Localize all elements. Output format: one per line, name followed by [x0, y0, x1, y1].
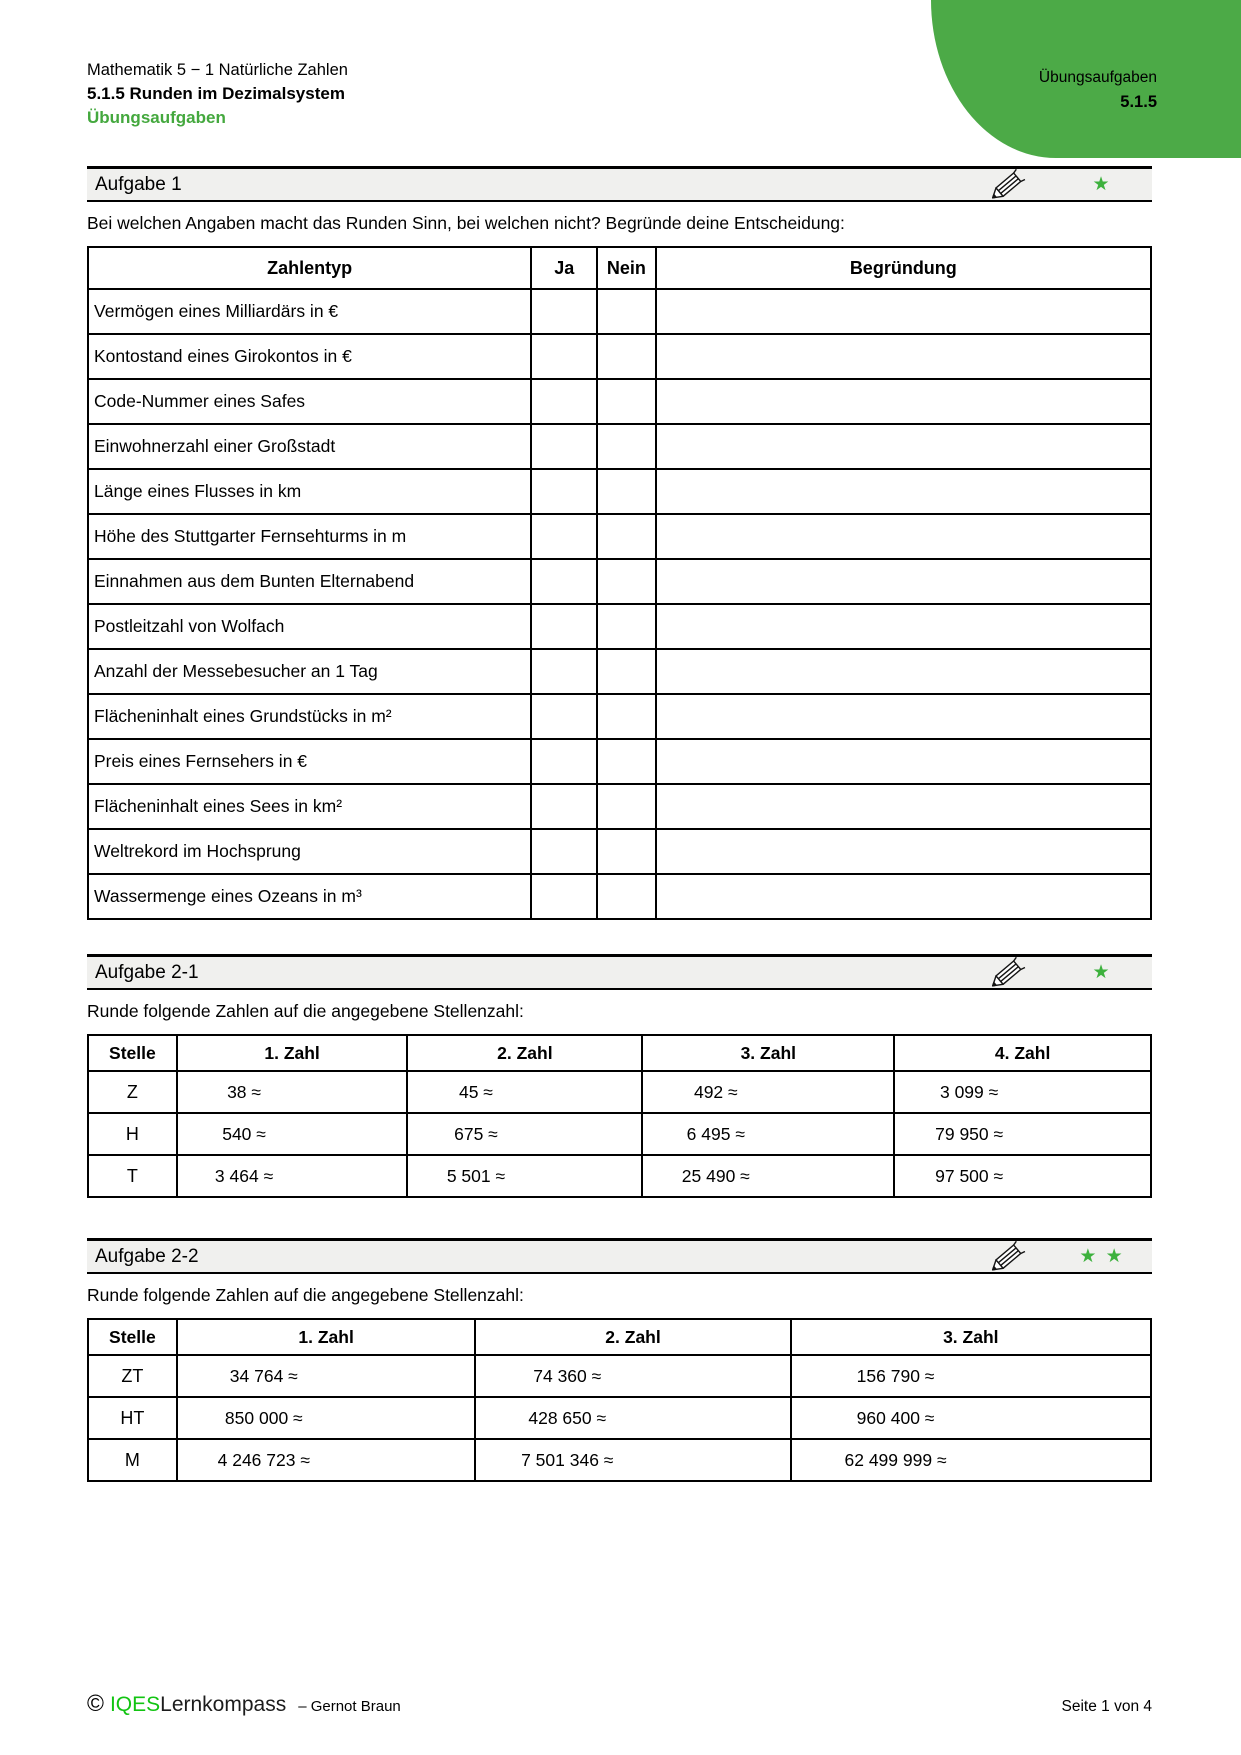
number-cell: 3 099 ≈: [894, 1071, 1151, 1113]
zahlentyp-cell: Flächeninhalt eines Sees in km²: [88, 784, 531, 829]
table-header-row: [88, 247, 1151, 289]
aufgabe2-1-table: [87, 1034, 1152, 1198]
stelle-cell: H: [88, 1113, 177, 1155]
ja-cell: [531, 289, 597, 334]
table-row: [88, 739, 1151, 784]
table-row: [88, 424, 1151, 469]
zahlentyp-cell: Vermögen eines Milliardärs in €: [88, 289, 531, 334]
number-cell: 79 950 ≈: [894, 1113, 1151, 1155]
number-cell: 38 ≈: [177, 1071, 408, 1113]
zahlentyp-cell: Länge eines Flusses in km: [88, 469, 531, 514]
page-content: [87, 0, 1152, 1482]
nein-cell: [597, 604, 655, 649]
number-cell: 34 764 ≈: [177, 1355, 476, 1397]
ja-cell: [531, 784, 597, 829]
col-header-zahl3: 3. Zahl: [791, 1319, 1151, 1355]
number-cell: 960 400 ≈: [791, 1397, 1151, 1439]
task-bar-aufgabe-1: [87, 166, 1152, 202]
col-header-stelle: Stelle: [88, 1035, 177, 1071]
table-row: [88, 1155, 1151, 1197]
doc-footer: [87, 1690, 1152, 1717]
col-header-zahl4: 4. Zahl: [894, 1035, 1151, 1071]
ja-cell: [531, 469, 597, 514]
number-cell: 45 ≈: [407, 1071, 642, 1113]
begruendung-cell: [656, 829, 1151, 874]
zahlentyp-cell: Preis eines Fernsehers in €: [88, 739, 531, 784]
nein-cell: [597, 874, 655, 919]
table-row: [88, 289, 1151, 334]
table-row: [88, 334, 1151, 379]
col-header-ja: Ja: [531, 247, 597, 289]
nein-cell: [597, 829, 655, 874]
aufgabe2-2-instruction: Runde folgende Zahlen auf die angegebene Stellenzahl:: [87, 1285, 524, 1305]
ja-cell: [531, 694, 597, 739]
begruendung-cell: [656, 334, 1151, 379]
number-cell: 62 499 999 ≈: [791, 1439, 1151, 1481]
stelle-cell: M: [88, 1439, 177, 1481]
nein-cell: [597, 424, 655, 469]
table-header-row: [88, 1319, 1151, 1355]
number-cell: 4 246 723 ≈: [177, 1439, 476, 1481]
corner-title: Übungsaufgaben: [1038, 69, 1157, 86]
table-row: [88, 874, 1151, 919]
doc-header: [87, 58, 1152, 130]
ja-cell: [531, 334, 597, 379]
number-cell: 428 650 ≈: [475, 1397, 790, 1439]
aufgabe1-instruction: Bei welchen Angaben macht das Runden Sinn, bei welchen nicht? Begründe deine Entscheidung:: [87, 213, 845, 233]
table-row: [88, 649, 1151, 694]
stelle-cell: ZT: [88, 1355, 177, 1397]
number-cell: 25 490 ≈: [642, 1155, 894, 1197]
col-header-zahl2: 2. Zahl: [407, 1035, 642, 1071]
begruendung-cell: [656, 424, 1151, 469]
table-row: [88, 829, 1151, 874]
table-row: [88, 1439, 1151, 1481]
task-bar-label: Aufgabe 2-2: [95, 1245, 199, 1267]
col-header-stelle: Stelle: [88, 1319, 177, 1355]
aufgabe2-2-table: [87, 1318, 1152, 1482]
ja-cell: [531, 874, 597, 919]
zahlentyp-cell: Flächeninhalt eines Grundstücks in m²: [88, 694, 531, 739]
nein-cell: [597, 649, 655, 694]
author-label: – Gernot Braun: [298, 1698, 401, 1715]
course-title: Mathematik 5 − 1 Natürliche Zahlen: [87, 61, 348, 79]
ja-cell: [531, 379, 597, 424]
zahlentyp-cell: Postleitzahl von Wolfach: [88, 604, 531, 649]
begruendung-cell: [656, 514, 1151, 559]
pencil-icon: [964, 168, 1052, 202]
corner-code: 5.1.5: [1120, 93, 1157, 112]
ja-cell: [531, 739, 597, 784]
aufgabe2-1-instruction: Runde folgende Zahlen auf die angegebene Stellenzahl:: [87, 1001, 524, 1021]
begruendung-cell: [656, 604, 1151, 649]
table-row: [88, 604, 1151, 649]
brand-iqes: IQES: [109, 1693, 161, 1716]
task-bar-label: Aufgabe 1: [95, 173, 182, 195]
iqes-logo: [87, 1690, 401, 1717]
col-header-zahl3: 3. Zahl: [642, 1035, 894, 1071]
task-bar-label: Aufgabe 2-1: [95, 961, 199, 983]
pencil-icon: [964, 956, 1052, 990]
number-cell: 7 501 346 ≈: [475, 1439, 790, 1481]
zahlentyp-cell: Anzahl der Messebesucher an 1 Tag: [88, 649, 531, 694]
copyright-icon: ©: [87, 1690, 104, 1716]
nein-cell: [597, 694, 655, 739]
number-cell: 492 ≈: [642, 1071, 894, 1113]
table-row: [88, 694, 1151, 739]
sheet-type-label: Übungsaufgaben: [87, 108, 226, 127]
table-row: [88, 514, 1151, 559]
difficulty-stars-icon: ★: [1092, 962, 1112, 983]
number-cell: 3 464 ≈: [177, 1155, 408, 1197]
stelle-cell: HT: [88, 1397, 177, 1439]
begruendung-cell: [656, 289, 1151, 334]
table-row: [88, 379, 1151, 424]
ja-cell: [531, 559, 597, 604]
nein-cell: [597, 514, 655, 559]
ja-cell: [531, 604, 597, 649]
difficulty-stars-icon: ★: [1092, 174, 1112, 195]
number-cell: 850 000 ≈: [177, 1397, 476, 1439]
zahlentyp-cell: Einwohnerzahl einer Großstadt: [88, 424, 531, 469]
table-row: [88, 559, 1151, 604]
stelle-cell: Z: [88, 1071, 177, 1113]
task-bar-aufgabe-2-2: [87, 1238, 1152, 1274]
begruendung-cell: [656, 874, 1151, 919]
difficulty-stars-icon: ★ ★: [1079, 1246, 1125, 1267]
col-header-zahlentyp: Zahlentyp: [88, 247, 531, 289]
table-row: [88, 1397, 1151, 1439]
chapter-title: 5.1.5 Runden im Dezimalsystem: [87, 84, 345, 103]
col-header-nein: Nein: [597, 247, 655, 289]
number-cell: 97 500 ≈: [894, 1155, 1151, 1197]
number-cell: 540 ≈: [177, 1113, 408, 1155]
pencil-icon: [964, 1240, 1052, 1274]
ja-cell: [531, 829, 597, 874]
col-header-zahl1: 1. Zahl: [177, 1035, 408, 1071]
begruendung-cell: [656, 694, 1151, 739]
zahlentyp-cell: Höhe des Stuttgarter Fernsehturms in m: [88, 514, 531, 559]
zahlentyp-cell: Kontostand eines Girokontos in €: [88, 334, 531, 379]
col-header-begruendung: Begründung: [656, 247, 1151, 289]
begruendung-cell: [656, 784, 1151, 829]
zahlentyp-cell: Code-Nummer eines Safes: [88, 379, 531, 424]
ja-cell: [531, 424, 597, 469]
zahlentyp-cell: Weltrekord im Hochsprung: [88, 829, 531, 874]
table-header-row: [88, 1035, 1151, 1071]
table-row: [88, 1113, 1151, 1155]
begruendung-cell: [656, 739, 1151, 784]
number-cell: 6 495 ≈: [642, 1113, 894, 1155]
nein-cell: [597, 469, 655, 514]
nein-cell: [597, 379, 655, 424]
zahlentyp-cell: Wassermenge eines Ozeans in m³: [88, 874, 531, 919]
number-cell: 675 ≈: [407, 1113, 642, 1155]
nein-cell: [597, 289, 655, 334]
page-number: Seite 1 von 4: [1061, 1698, 1152, 1715]
table-row: [88, 784, 1151, 829]
begruendung-cell: [656, 379, 1151, 424]
begruendung-cell: [656, 649, 1151, 694]
table-row: [88, 469, 1151, 514]
nein-cell: [597, 559, 655, 604]
task-bar-aufgabe-2-1: [87, 954, 1152, 990]
table-row: [88, 1071, 1151, 1113]
begruendung-cell: [656, 559, 1151, 604]
aufgabe1-table: [87, 246, 1152, 920]
number-cell: 74 360 ≈: [475, 1355, 790, 1397]
stelle-cell: T: [88, 1155, 177, 1197]
nein-cell: [597, 784, 655, 829]
nein-cell: [597, 334, 655, 379]
number-cell: 156 790 ≈: [791, 1355, 1151, 1397]
table-row: [88, 1355, 1151, 1397]
col-header-zahl2: 2. Zahl: [475, 1319, 790, 1355]
ja-cell: [531, 514, 597, 559]
number-cell: 5 501 ≈: [407, 1155, 642, 1197]
brand-lernkompass: Lernkompass: [160, 1693, 287, 1716]
ja-cell: [531, 649, 597, 694]
col-header-zahl1: 1. Zahl: [177, 1319, 476, 1355]
begruendung-cell: [656, 469, 1151, 514]
nein-cell: [597, 739, 655, 784]
zahlentyp-cell: Einnahmen aus dem Bunten Elternabend: [88, 559, 531, 604]
